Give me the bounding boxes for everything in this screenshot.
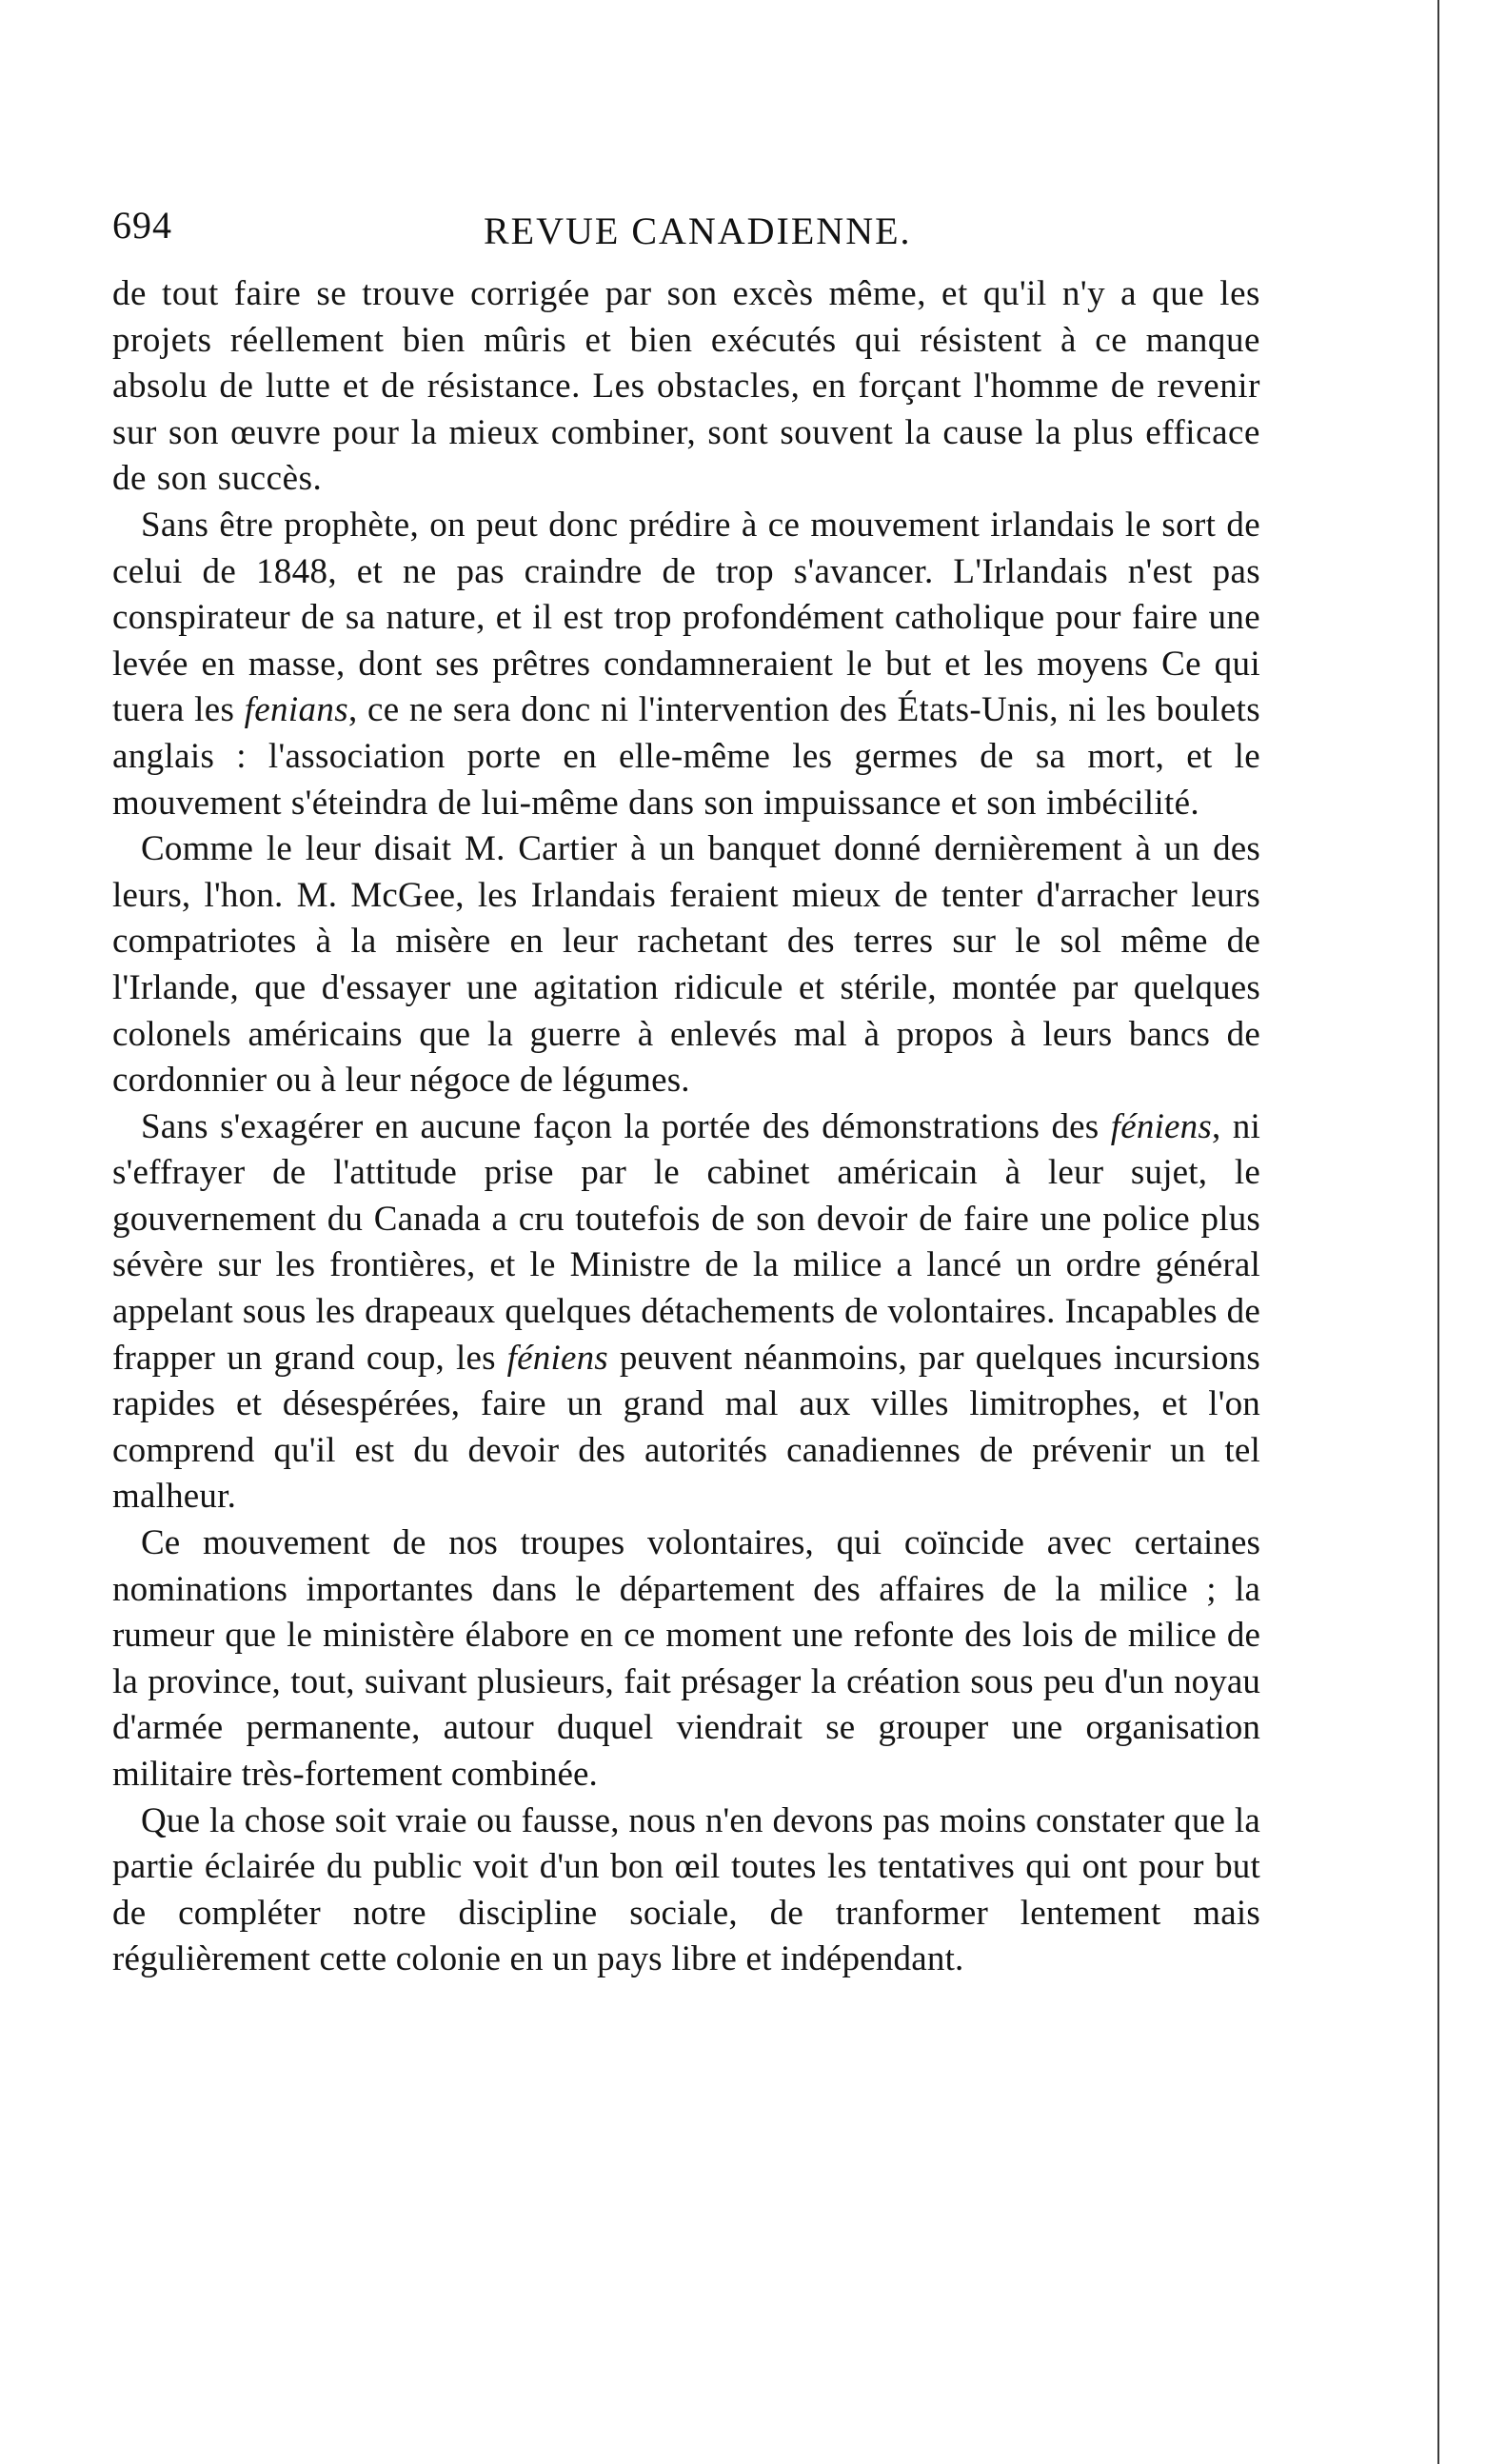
paragraph — [112, 1520, 1260, 1798]
page-number: 694 — [112, 204, 172, 247]
paragraph-text: Sans être prophète, on peut donc prédire à ce mouvement irlandais le sort de celui de 1848, et ne pas craindre de trop s'avancer. L'Irlandais n'est pas conspirateur de sa nature, et il est trop profondément catholique pour faire une levée en masse, dont ses prêtres condamneraient le but et les moyens Ce qui tuera les — [112, 505, 1260, 730]
page-header — [112, 195, 1274, 262]
page-edge-line — [1437, 0, 1439, 2464]
paragraph-text: Que la chose soit vraie ou fausse, nous n'en devons pas moins constater que la partie éclairée du public voit d'un bon œil toutes les tentatives qui ont pour but de compléter notre discipline sociale, de tranformer lentement mais régulièrement cette colonie en un pays libre et indépendant. — [112, 1800, 1260, 1979]
paragraph — [112, 271, 1260, 503]
italic-term: féniens — [506, 1338, 608, 1378]
paragraph — [112, 503, 1260, 826]
paragraph-text: , ni s'effrayer de l'attitude prise par le cabinet américain à leur sujet, le gouvernement du Canada a cru toutefois de son devoir de faire une police plus sévère sur les frontières, et le Ministre de la milice a lancé un ordre général appelant sous les drapeaux quelques détachements de volontaires. Incapables de frapper un grand coup, les — [112, 1106, 1260, 1378]
running-title: REVUE CANADIENNE. — [484, 209, 912, 252]
paragraph-text: Sans s'exagérer en aucune façon la portée des démonstrations des — [141, 1106, 1111, 1146]
paragraph-text: de tout faire se trouve corrigée par son excès même, et qu'il n'y a que les projets réellement bien mûris et bien exécutés qui résistent à ce manque absolu de lutte et de résistance. Les obstacles, en forçant l'homme de revenir sur son œuvre pour la mieux combiner, sont souvent la cause la plus efficace de son succès. — [112, 274, 1260, 499]
paragraph-text: , ce ne sera donc ni l'intervention des États-Unis, ni les boulets anglais : l'association porte en elle-même les germes de sa mort, et le mouvement s'éteindra de lui-même dans son impuissance et son imbécilité. — [112, 690, 1261, 823]
italic-term: féniens — [1110, 1106, 1212, 1146]
paragraph-text: Comme le leur disait M. Cartier à un banquet donné dernièrement à un des leurs, l'hon. M. McGee, les Irlandais feraient mieux de tenter d'arracher leurs compatriotes à la misère en leur rachetant des terres sur le sol même de l'Irlande, que d'essayer une agitation ridicule et stérile, montée par quelques colonels américains que la guerre à enlevés mal à propos à leurs bancs de cordonnier ou à leur négoce de légumes. — [112, 829, 1260, 1101]
paragraph-text: Ce mouvement de nos troupes volontaires, qui coïncide avec certaines nominations importantes dans le département des affaires de la milice ; la rumeur que le ministère élabore en ce moment une refonte des lois de milice de la province, tout, suivant plusieurs, fait présager la création sous peu d'un noyau d'armée permanente, autour duquel viendrait se grouper une organisation militaire très-fortement combinée. — [112, 1523, 1260, 1794]
paragraph — [112, 1104, 1260, 1520]
paragraph — [112, 826, 1260, 1104]
paragraph-text: peuvent néanmoins, par quelques incursions rapides et désespérées, faire un grand mal aux villes limitrophes, et l'on comprend qu'il est du devoir des autorités canadiennes de prévenir un tel malheur. — [112, 1338, 1260, 1517]
italic-term: fenians — [244, 690, 348, 730]
paragraph — [112, 1798, 1260, 1983]
body-text — [112, 271, 1260, 1983]
